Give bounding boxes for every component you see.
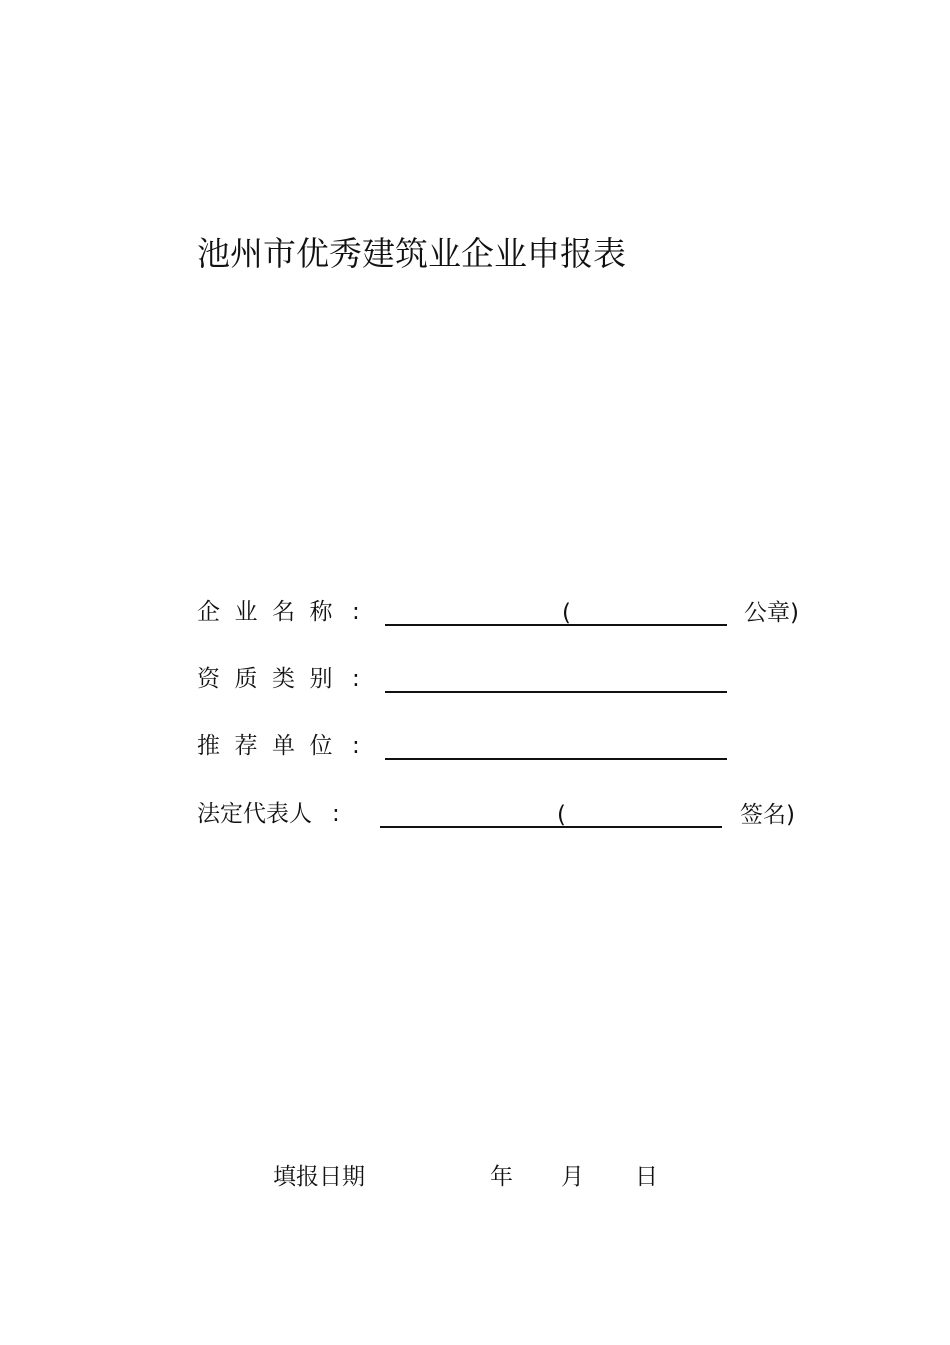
legal-rep-colon: : <box>332 801 340 827</box>
qualification-input-line[interactable] <box>385 691 727 693</box>
legal-rep-label: 法定代表人 <box>197 801 312 827</box>
recommender-input-line[interactable] <box>385 758 727 760</box>
legal-rep-input-line[interactable] <box>380 826 722 828</box>
qualification-colon: : <box>352 666 360 692</box>
recommender-label: 推荐单位 <box>197 733 347 759</box>
date-month-label: 月 <box>561 1164 584 1190</box>
company-name-colon: : <box>352 599 360 625</box>
date-day-label: 日 <box>635 1164 658 1190</box>
legal-rep-open-paren: ( <box>557 802 566 828</box>
form-title: 池州市优秀建筑业企业申报表 <box>197 234 626 273</box>
company-name-open-paren: ( <box>562 600 571 626</box>
signature-label: 签名) <box>740 802 795 828</box>
company-seal-label: 公章) <box>744 600 799 626</box>
company-name-label: 企业名称 <box>197 599 347 625</box>
date-year-label: 年 <box>490 1164 513 1190</box>
fill-date-label: 填报日期 <box>273 1164 365 1190</box>
company-name-input-line[interactable] <box>385 624 727 626</box>
recommender-colon: : <box>352 733 360 759</box>
qualification-label: 资质类别 <box>197 666 347 692</box>
